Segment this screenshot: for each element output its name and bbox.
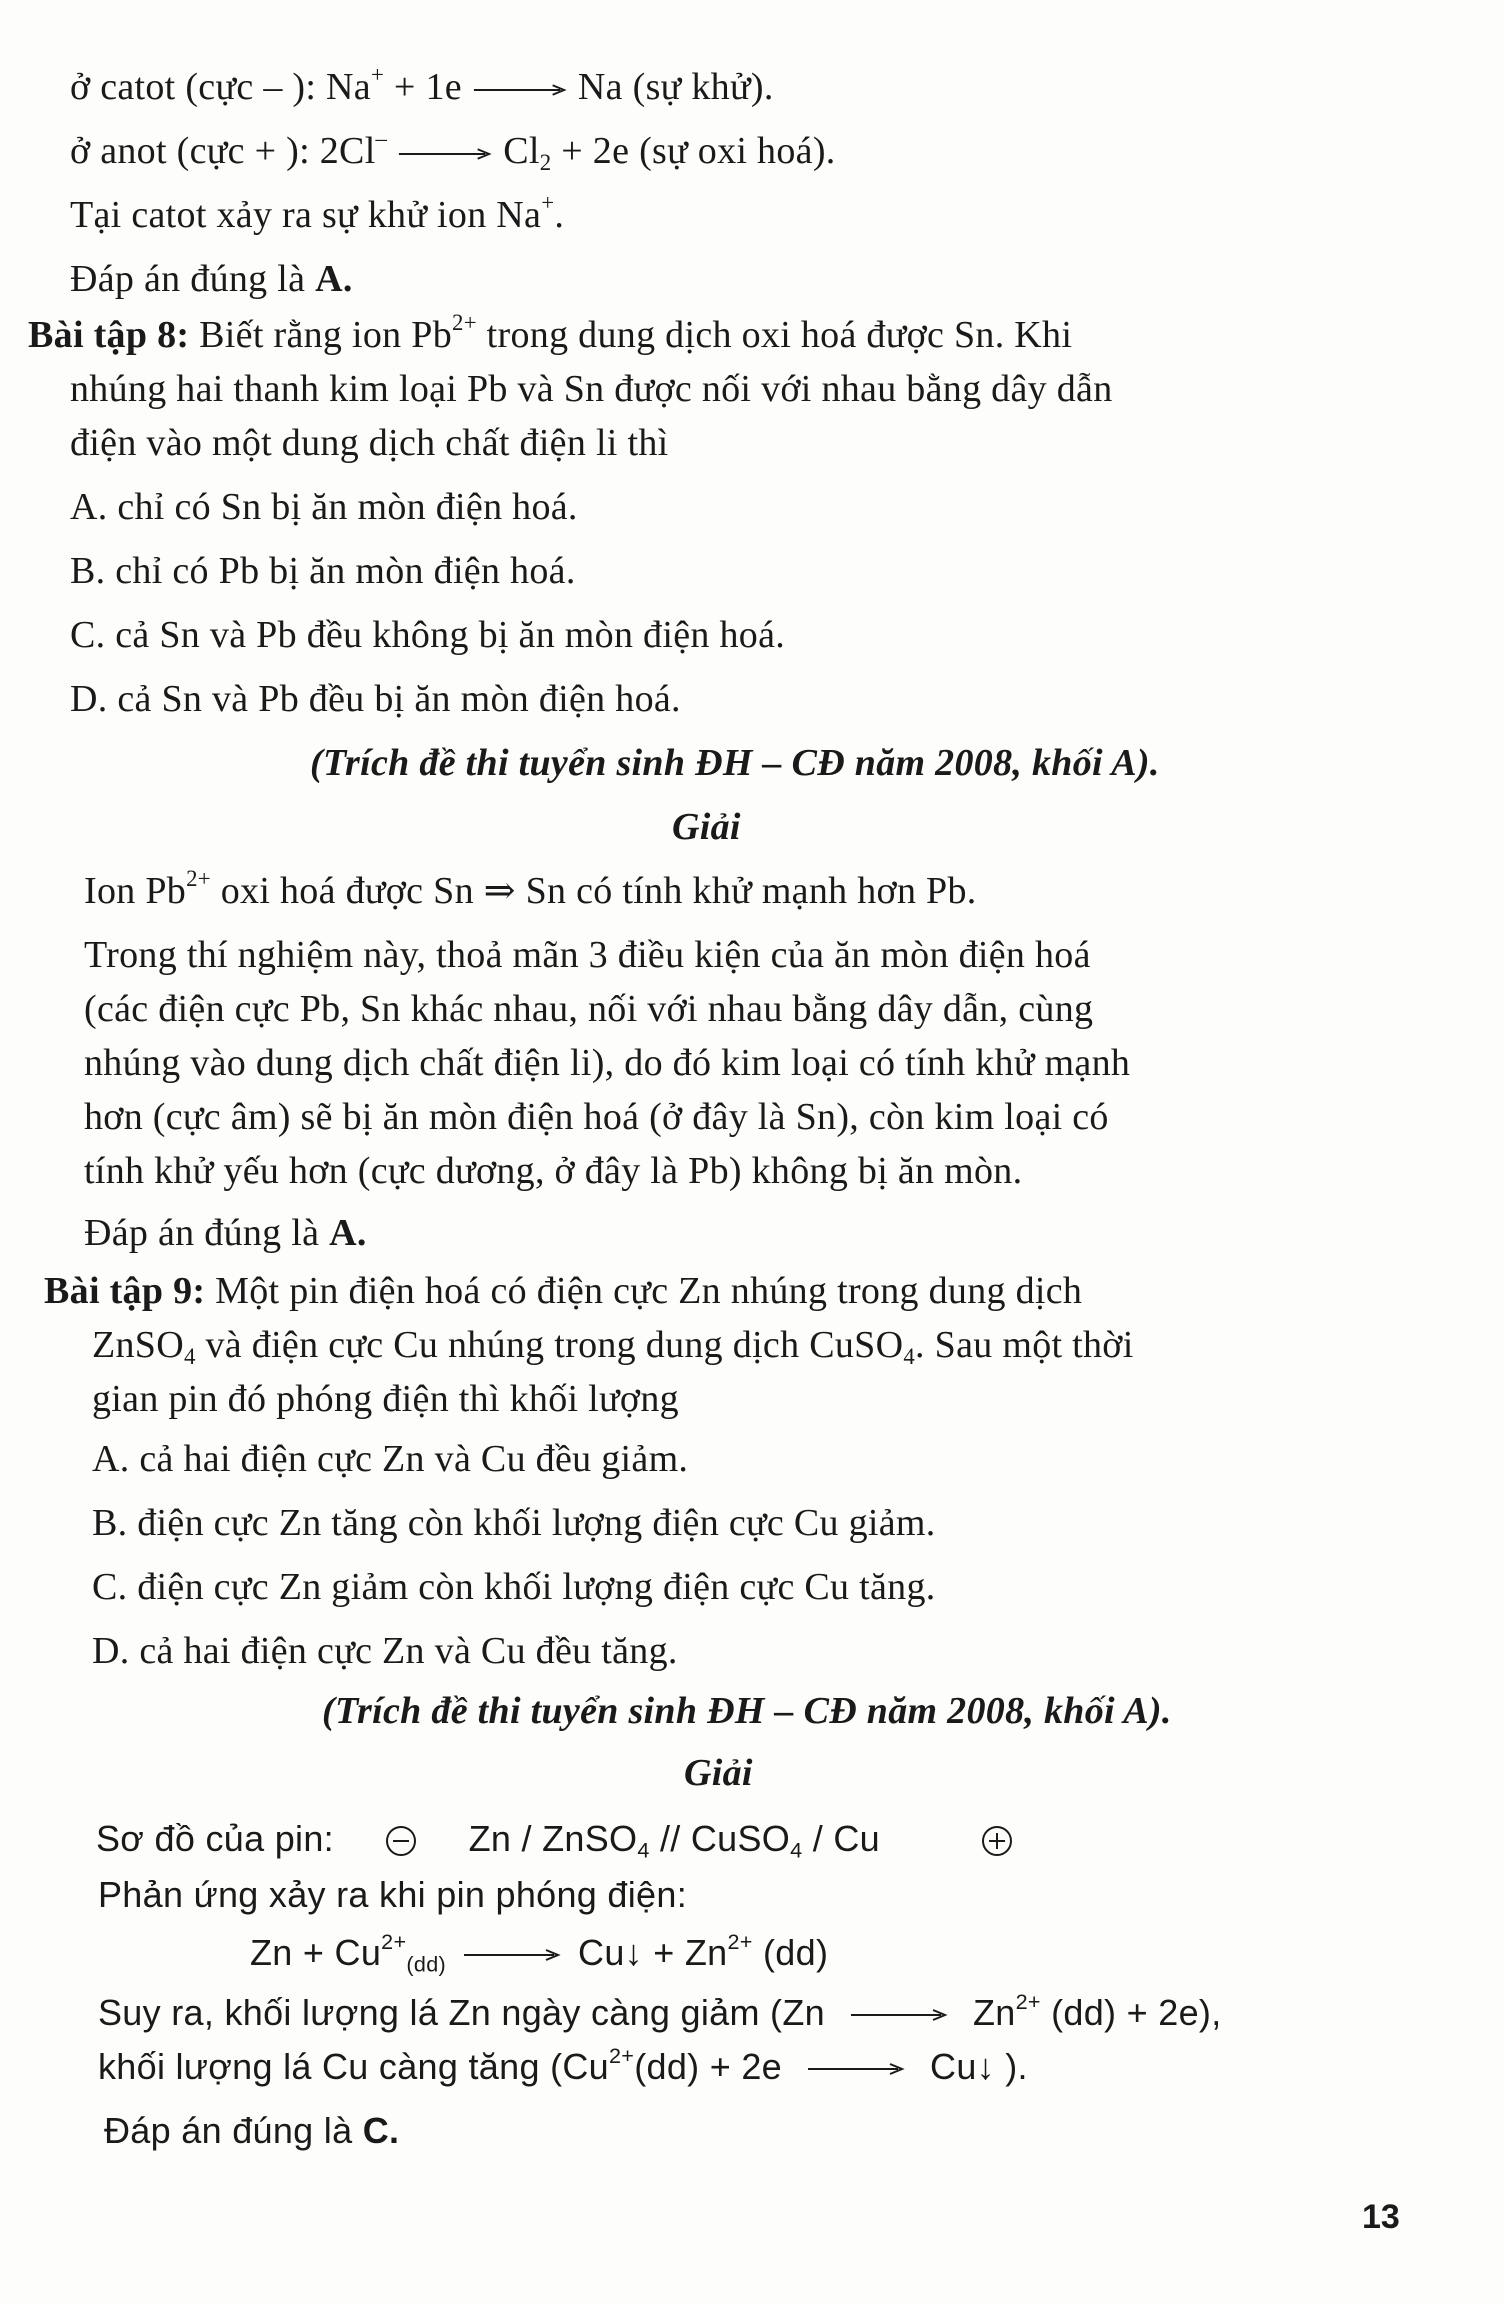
exercise-8-option-a: A. chỉ có Sn bị ăn mòn điện hoá. xyxy=(70,486,578,528)
exercise-9-solution-heading: Giải xyxy=(684,1752,753,1794)
exercise-8-solution-line-4: nhúng vào dung dịch chất điện li), do đó kim loại có tính khử mạnh xyxy=(84,1042,1131,1084)
exercise-8-solution-line-1: Ion $Pb^{2+}$ oxi hoá được Sn ⇒ Sn có tính khử mạnh hơn Pb. xyxy=(84,865,977,912)
exercise-9-answer: Đáp án đúng là C. xyxy=(104,2110,400,2151)
exercise-9-option-c: C. điện cực Zn giảm còn khối lượng điện cực Cu tăng. xyxy=(92,1566,936,1608)
catot-conclusion: Tại catot xảy ra sự khử ion Na+. xyxy=(70,189,565,236)
exercise-9-option-a: A. cả hai điện cực Zn và Cu đều giảm. xyxy=(92,1438,689,1480)
exercise-8-solution-heading: Giải xyxy=(672,806,741,848)
exercise-8-option-c: C. cả Sn và Pb đều không bị ăn mòn điện hoá. xyxy=(70,614,786,656)
page-number: 13 xyxy=(1362,2198,1400,2236)
exercise-9-question-line-3: gian pin đó phóng điện thì khối lượng xyxy=(92,1378,679,1420)
anot-line: ở anot (cực + ): 2Cl– $Cl_2 + 2e$ (sự oxi hoá). xyxy=(70,125,836,175)
exercise-8-option-b: B. chỉ có Pb bị ăn mòn điện hoá. xyxy=(70,550,576,592)
exercise-8-label: Bài tập 8: xyxy=(28,314,190,356)
discharge-reaction-label: Phản ứng xảy ra khi pin phóng điện: xyxy=(98,1874,687,1915)
reaction-arrow xyxy=(397,144,493,164)
reaction-arrow xyxy=(800,2059,912,2079)
implies-symbol: ⇒ xyxy=(483,870,516,912)
exercise-9-option-d: D. cả hai điện cực Zn và Cu đều tăng. xyxy=(92,1630,678,1672)
exercise-8-solution-line-6: tính khử yếu hơn (cực dương, ở đây là Pb) không bị ăn mòn. xyxy=(84,1150,1023,1192)
reaction-arrow xyxy=(843,2005,955,2025)
catot-line: ở catot (cực – ): Na+ + 1e Na (sự khử). xyxy=(70,61,774,108)
cell-diagram-line: Sơ đồ của pin: Zn / ZnSO$_4$ // CuSO$_4$ / Cu xyxy=(96,1816,1014,1862)
exercise-8-source: (Trích đề thi tuyển sinh ĐH – CĐ năm 2008, khối A). xyxy=(310,742,1160,784)
minus-circle-icon xyxy=(384,1824,418,1858)
exercise-9-question-line-1: Bài tập 9: Một pin điện hoá có điện cực Zn nhúng trong dung dịch xyxy=(44,1270,1083,1312)
exercise-9-question-line-2: ZnSO$_4$ và điện cực Cu nhúng trong dung dịch CuSO$_4$. Sau một thời xyxy=(92,1324,1134,1369)
exercise-8-option-d: D. cả Sn và Pb đều bị ăn mòn điện hoá. xyxy=(70,678,681,720)
exercise-9-label: Bài tập 9: xyxy=(44,1270,206,1312)
reaction-arrow xyxy=(456,1945,568,1965)
exercise-8-solution-line-3: (các điện cực Pb, Sn khác nhau, nối với nhau bằng dây dẫn, cùng xyxy=(84,988,1094,1030)
exercise-9-option-b: B. điện cực Zn tăng còn khối lượng điện cực Cu giảm. xyxy=(92,1502,936,1544)
exercise-9-source: (Trích đề thi tuyển sinh ĐH – CĐ năm 2008, khối A). xyxy=(322,1690,1172,1732)
conclusion-line-1: Suy ra, khối lượng lá Zn ngày càng giảm (Zn $Zn^{2+}$ (dd) + 2e), xyxy=(98,1988,1222,2033)
discharge-equation: $Zn + Cu^{2+}_{(dd)}$ Cu↓ + $Zn^{2+}$ (dd) xyxy=(250,1928,829,1977)
exercise-8-question-line-2: nhúng hai thanh kim loại Pb và Sn được nối với nhau bằng dây dẫn xyxy=(70,368,1113,410)
exercise-8-answer: Đáp án đúng là A. xyxy=(84,1212,367,1254)
exercise-8-solution-line-5: hơn (cực âm) sẽ bị ăn mòn điện hoá (ở đây là Sn), còn kim loại có xyxy=(84,1096,1109,1138)
conclusion-line-2: khối lượng lá Cu càng tăng ($Cu^{2+}(dd) + 2e$ Cu↓ ). xyxy=(98,2042,1028,2087)
plus-circle-icon xyxy=(980,1824,1014,1858)
exercise-8-question-line-1: Bài tập 8: Biết rằng ion $Pb^{2+}$ trong dung dịch oxi hoá được Sn. Khi xyxy=(28,309,1073,356)
exercise-8-solution-line-2: Trong thí nghiệm này, thoả mãn 3 điều kiện của ăn mòn điện hoá xyxy=(84,934,1091,976)
exercise-8-question-line-3: điện vào một dung dịch chất điện li thì xyxy=(70,422,669,464)
answer-line-1: Đáp án đúng là A. xyxy=(70,258,353,300)
reaction-arrow xyxy=(472,80,568,100)
